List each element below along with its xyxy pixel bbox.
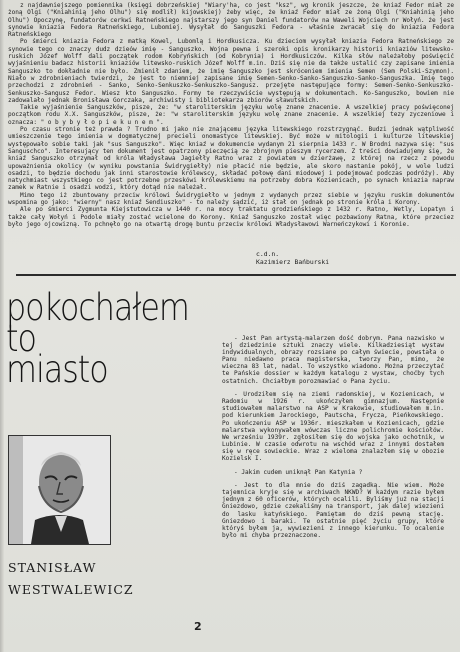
- article-paragraph: z najdawniejszego pomiennika (księgi dobrzeńskiej "Wiary'ha, co jest "ksz", wg kronik jeszcze, że kniaź Fedor miał ze żoną Olgi ("Kniahinią jeho Olhu") się modlił) kijowskiej) żeby więc, że kniaź Fedor miał ze żoną Olgi ("Kniahinią jeho Olhu") Opoczynę, fundatorów cerkwi Ratneńskiego najstarszy jego syn Daniel fundatorów na Waweli Wojciech nr Wołyń. że jest synowie kniazia Fedora Ratneńskiego, Lubomiej. Wysyłał do Sanguszki Fedora - właśnie zwracał się do kniazia Fedora Ratneńskiego: [8, 2, 454, 39]
- section-divider: [16, 274, 456, 276]
- article-paragraph: Mimo tego iż zbuntowany przeciw królowi Świdrygiełło w jednym z wydanych przez siebie w języku ruskim dokumentów wspomina go jako: "wierny" nasz kniaź Sendiuszko" - to należy sądzić, iż stał on jednak po stronie króla i Korony.: [8, 191, 454, 207]
- author-last-name: WESTWALEWICZ: [8, 582, 134, 597]
- headline-line: to: [6, 317, 36, 360]
- article-author-signature: Kazimierz Bańburski: [256, 258, 330, 266]
- author-portrait-photo: [8, 435, 111, 545]
- article-paragraph: Po śmierci kniazia Fedora z matką Kowel, Lubomlą i Hordkusicza. Ku dzieciom wysyłał kniazia Fedora Ratneńskiego ze synowie tego co znaczy dudz dzieów imię - Sanguszko. Wojna pewna i szeroki opis kronikarzy historii kniaziów litewsko-ruskich Józef Wolff dali początek rodom Kobryńskich (od Kobrynia) i Hordkusiczów. Kilka słów należałoby poświęcić wyjaśnieniu badacz historii kniaziów litewsko-ruskich Józef Wolff m.in. Dziś się nie da także ustalić czy zapisane imienia Sanguszko to dokładnie nie było. Zmienił zdaniem, że imię Sanguszko jest skróceniem imienia Semen (Sem Polski-Szymon). Niało w zdrobnieniach twierdzi, że jest to niemniej zapisane imię Semen-Senko-Sanko-Sanguszko-Sanko-Sanguszka. Imię tego przechodzi z zdrobnień - Sanko, Senko-Senkuszko-Senkuszko-Sangusz. przejęte następujące formy: Semen-Senko-Senkuszko-Senkuszko-Sangusz Fedor. Wiesz kto Sanguszko. Formy te rzeczywiście występują w dokumentach. Ko-Sanguszko, bowiem nie zadowalało jednak Bronisława Gorczaka, archiwisty i bibliotekarza zbiorów sławutskich.: [8, 38, 454, 104]
- interview-answer: - Urodziłem się na ziemi radomskiej, w Kozienicach, w Radomiu w 1926 r. ukończyłem gimnazjum. Następnie studiowałem malarstwo na ASP w Krakowie, studiowałem m.in. pod kierunkiem Jarockiego, Pautscha, Frycza, Pieńkowskiego. Po ukończeniu ASP w 1936r. mieszkałem w Kozienicach, gdzie malarstwa wykonywałem wówczas liczne polichromie kościołów. We wrześniu 1939r. zgłosiłem się do wojska jako ochotnik, w Lubinie. W czasie odwrotu na wschód wraz z innymi dostałem się w ręce sowieckie. Wraz z wieloma znalazłem się w obozie Kozielsk I.: [222, 391, 444, 462]
- continued-marker: c.d.n.: [256, 250, 280, 258]
- article-paragraph: Ale po śmierci Zygmunta Kiejstutowicza w 1440 r. na mocy traktatu grodzieńskiego z 1432 r. Ratno, Wetly, Lopatyn i także cały Wołyń i Podole miały zostać wcielone do Korony. Kniaź Sanguszko został więc pozbawiony Ratna, które przeciez było jego ojcowizną. To pchnęło go na otwartą drogę buntu przeciw królowi Władysławowi Warneńczykowi i Koronie.: [8, 206, 454, 228]
- article-continuation: [8, 2, 454, 228]
- author-first-name: STANISŁAW: [8, 560, 97, 575]
- headline-line: pokochałem: [6, 286, 189, 329]
- page-number: 2: [194, 620, 202, 633]
- interview-question: - Jakim cudem uniknął Pan Katynia ?: [234, 468, 363, 476]
- page-binding-shadow: [0, 0, 4, 652]
- interview-headline: [6, 286, 189, 391]
- interview-column: [222, 335, 444, 545]
- article-paragraph: Takie wyjaśnienie Sanguszków, pisze, że: "w staroliterskim języku wolę znane znacenie. A wszelkiej pracy poświęconej początkom rodu X.X. Sanguszków, pisze, że: "w staroliterskim języku wolę znane znacenie. A wszelkiej tezy zyczeniowe i oznacza: " o b y b y ł o p i e k u n e m ".: [8, 104, 454, 126]
- interviewee-name: [8, 557, 208, 601]
- interview-question: - Jest Pan artystą-malarzem dość dobrym. Pana nazwisko w tej dziedzinie sztuki znaczy wiele. Kilkadziesiąt wystaw indywidualnych, obrazy rozsiane po całym świecie, powstała o Panu niedawno praca magisterska, tworzy Pan, mimo, że wieczna 83 lat, nadal. To wszystko wiadomo. Można przeczytać te Pańskie dossier w każdym katalogu z wystaw, choćby tych ostatnich. Chciałbym porozmawiać o Pana życiu.: [222, 335, 444, 385]
- interview-answer: - Jest to dla mnie do dziś zagadką. Nie wiem. Może tajemnica kryje się w archiwach NKWD? W każdym razie byłem jednym z 60 oficerów, których ocalili. Byliśmy już na stacji Gniezdowo, gdzie czekaliśmy na transport, jak dalej wiezieni do lasku katyńskiego. Pamiętam do dziś pewną stację. Gniezdowo i baraki. Te ostatnie pięć życiu grupy, które któryś byłem ja, wywiezieni z innego kierunku. To ocalenie było mi chyba przeznaczone.: [222, 482, 444, 539]
- article-paragraph: Po czasu stronie też prawda ? Trudno mi jako nie znającemu języka litewskiego rozstrzygnąć. Budzi jednak wątpliwość umieszczenie tego imienia w dogmatycznej precieli onomastyce litewskiej. Być może w mitologii i kulturze litewskiej występowało sobie taki jak "sus Sanguszko". Więc kniaź w dokumencie wydanym 21 sierpnia 1433 r. W Brodni nazywa się: "sus Sanguschco". Interesujący ten dokument jest opatrzony pieczęcią ze zbrojnym pieszym rycerzem. Z treści dowiadujemy się, że kniaź Sanguszko otrzymał od króla Władysława Jagiełły Ratno wraz z powiatem w dzierżawę, z której na rzecz z powodu upoważnienia okolicy (w wyniku powstania Świdrygiełły) nie płacić nie będzie, ale skoro nastanie pokój, w wole ludzi osadzi, to będzie dochodu jak inni starostowie królewscy, składać połowę dani miodowej i podejmować podczas podróży). Aby natychmiast wszystkiego co jest potrzebne przeskówi królewskiemu na potrzeby dobra Kozienicach, po synach kniazia napraw zamek w Ratnie i osadzi wodzi, który dotąd nie należał.: [8, 126, 454, 192]
- headline-line: miasto: [6, 348, 108, 391]
